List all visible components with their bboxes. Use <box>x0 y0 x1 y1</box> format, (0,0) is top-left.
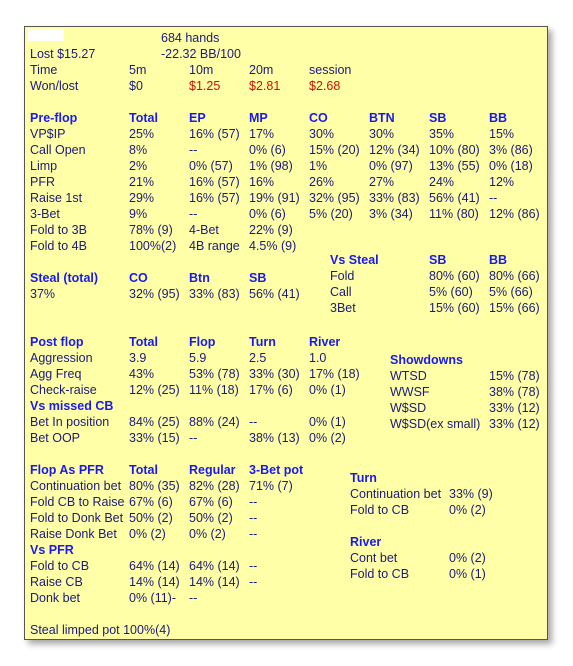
vs-steal-row-label: Call <box>330 285 352 299</box>
vs-steal-row-label: Fold <box>330 269 355 283</box>
turn-row-label: Fold to CB <box>350 503 410 517</box>
showdowns-title: Showdowns <box>390 353 463 367</box>
preflop-row-label: Fold to 4B <box>30 239 87 253</box>
postflop-col-turn: Turn <box>249 335 276 349</box>
preflop-cell: 4-Bet <box>189 223 219 237</box>
flop-pfr-col-3bet: 3-Bet pot <box>249 463 304 477</box>
flop-pfr-cell: 82% (28) <box>189 479 240 493</box>
flop-pfr-cell: 50% (2) <box>189 511 233 525</box>
preflop-col-bb: BB <box>489 111 508 125</box>
flop-pfr-row-label: Raise Donk Bet <box>30 527 117 541</box>
postflop-cell: 53% (78) <box>189 367 240 381</box>
preflop-cell: 1% <box>309 159 328 173</box>
preflop-cell: 22% (9) <box>249 223 293 237</box>
time-col-5m: 5m <box>129 63 147 77</box>
preflop-title: Pre-flop <box>30 111 78 125</box>
player-name-redacted <box>28 29 64 41</box>
preflop-cell: 0% (6) <box>249 143 286 157</box>
showdown-value: 33% (12) <box>489 417 540 431</box>
wonlost-5m: $0 <box>129 79 143 93</box>
showdown-row-label: WTSD <box>390 369 427 383</box>
preflop-cell: 16% (57) <box>189 175 240 189</box>
preflop-cell: 15% <box>489 127 515 141</box>
preflop-col-co: CO <box>309 111 328 125</box>
preflop-cell: 27% <box>369 175 395 189</box>
preflop-cell: -- <box>189 207 198 221</box>
vs-pfr-cell: 14% (14) <box>189 575 240 589</box>
preflop-cell: -- <box>189 143 198 157</box>
vs-missed-row-label: Bet In position <box>30 415 110 429</box>
preflop-cell: 8% <box>129 143 148 157</box>
time-col-10m: 10m <box>189 63 214 77</box>
preflop-cell: 4.5% (9) <box>249 239 297 253</box>
time-col-20m: 20m <box>249 63 274 77</box>
preflop-cell: 33% (83) <box>369 191 420 205</box>
preflop-row-label: Call Open <box>30 143 86 157</box>
postflop-cell: 11% (18) <box>189 383 239 397</box>
vs-missed-cell: -- <box>249 415 258 429</box>
preflop-cell: 30% <box>369 127 395 141</box>
vs-steal-sb-cell: 5% (60) <box>429 285 473 299</box>
wonlost-label: Won/lost <box>30 79 79 93</box>
flop-pfr-cell: 0% (2) <box>129 527 166 541</box>
preflop-cell: 35% <box>429 127 455 141</box>
preflop-cell: 10% (80) <box>429 143 480 157</box>
vs-pfr-row-label: Fold to CB <box>30 559 90 573</box>
postflop-cell: 3.9 <box>129 351 147 365</box>
river-row-label: Fold to CB <box>350 567 410 581</box>
river-title: River <box>350 535 382 549</box>
preflop-row-label: PFR <box>30 175 55 189</box>
preflop-cell: 2% <box>129 159 148 173</box>
preflop-cell: 78% (9) <box>129 223 173 237</box>
flop-pfr-row-label: Continuation bet <box>30 479 122 493</box>
postflop-cell: 0% (1) <box>309 383 346 397</box>
vs-missed-cell: 88% (24) <box>189 415 240 429</box>
hud-stats-panel <box>24 26 548 640</box>
preflop-cell: 0% (97) <box>369 159 413 173</box>
vs-missed-cell: 38% (13) <box>249 431 300 445</box>
preflop-cell: 0% (18) <box>489 159 533 173</box>
postflop-cell: 1.0 <box>309 351 327 365</box>
flop-pfr-col-regular: Regular <box>189 463 236 477</box>
preflop-cell: 3% (34) <box>369 207 413 221</box>
showdown-row-label: W$SD <box>390 401 427 415</box>
vs-steal-sb-cell: 80% (60) <box>429 269 480 283</box>
steal-sb-value: 56% (41) <box>249 287 300 301</box>
preflop-cell: 19% (91) <box>249 191 300 205</box>
preflop-cell: 21% <box>129 175 155 189</box>
preflop-cell: 32% (95) <box>309 191 360 205</box>
steal-col-btn: Btn <box>189 271 210 285</box>
vs-steal-col-bb: BB <box>489 253 508 267</box>
flop-pfr-cell: 67% (6) <box>129 495 173 509</box>
postflop-cell: 17% (6) <box>249 383 293 397</box>
wonlost-10m: $1.25 <box>189 79 221 93</box>
showdown-value: 33% (12) <box>489 401 540 415</box>
showdown-row-label: WWSF <box>390 385 430 399</box>
postflop-row-label: Check-raise <box>30 383 97 397</box>
postflop-title: Post flop <box>30 335 84 349</box>
preflop-cell: 3% (86) <box>489 143 533 157</box>
preflop-cell: 0% (57) <box>189 159 233 173</box>
vs-pfr-cell: -- <box>249 575 258 589</box>
preflop-cell: 30% <box>309 127 335 141</box>
postflop-row-label: Agg Freq <box>30 367 82 381</box>
steal-co-value: 32% (95) <box>129 287 180 301</box>
postflop-cell: 12% (25) <box>129 383 180 397</box>
preflop-col-btn: BTN <box>369 111 395 125</box>
bb-per-100: -22.32 BB/100 <box>161 47 241 61</box>
vs-pfr-cell: 14% (14) <box>129 575 180 589</box>
preflop-row-label: Limp <box>30 159 58 173</box>
preflop-cell: 0% (6) <box>249 207 286 221</box>
steal-btn-value: 33% (83) <box>189 287 240 301</box>
flop-pfr-cell: -- <box>249 495 258 509</box>
vs-missed-cell: 33% (15) <box>129 431 180 445</box>
preflop-col-ep: EP <box>189 111 206 125</box>
preflop-col-mp: MP <box>249 111 268 125</box>
vs-pfr-cell: 0% (11)- <box>129 591 177 605</box>
vs-pfr-cell: -- <box>249 559 258 573</box>
flop-pfr-cell: -- <box>249 511 258 525</box>
postflop-col-total: Total <box>129 335 158 349</box>
flop-pfr-cell: -- <box>249 527 258 541</box>
preflop-row-label: VP$IP <box>30 127 66 141</box>
postflop-col-flop: Flop <box>189 335 216 349</box>
preflop-cell: 5% (20) <box>309 207 353 221</box>
turn-title: Turn <box>350 471 377 485</box>
preflop-cell: 25% <box>129 127 155 141</box>
flop-pfr-cell: 0% (2) <box>189 527 226 541</box>
turn-value: 0% (2) <box>449 503 486 517</box>
steal-col-sb: SB <box>249 271 267 285</box>
preflop-col-total: Total <box>129 111 158 125</box>
preflop-cell: 12% (34) <box>369 143 420 157</box>
preflop-cell: 56% (41) <box>429 191 480 205</box>
turn-value: 33% (9) <box>449 487 493 501</box>
preflop-cell: 12% (86) <box>489 207 540 221</box>
postflop-col-river: River <box>309 335 341 349</box>
vs-steal-row-label: 3Bet <box>330 301 356 315</box>
showdown-value: 15% (78) <box>489 369 540 383</box>
vs-steal-bb-cell: 15% (66) <box>489 301 540 315</box>
vs-steal-title: Vs Steal <box>330 253 379 267</box>
river-row-label: Cont bet <box>350 551 398 565</box>
preflop-cell: 24% <box>429 175 455 189</box>
steal-title: Steal (total) <box>30 271 99 285</box>
postflop-cell: 5.9 <box>189 351 207 365</box>
preflop-cell: 29% <box>129 191 155 205</box>
flop-pfr-cell: 80% (35) <box>129 479 180 493</box>
hands-count: 684 hands <box>161 31 220 45</box>
flop-pfr-title: Flop As PFR <box>30 463 104 477</box>
showdown-row-label: W$SD(ex small) <box>390 417 481 431</box>
time-col-session: session <box>309 63 352 77</box>
vs-pfr-cell: 64% (14) <box>129 559 180 573</box>
vs-pfr-row-label: Donk bet <box>30 591 81 605</box>
preflop-cell: 15% (20) <box>309 143 360 157</box>
preflop-cell: 16% (57) <box>189 127 240 141</box>
flop-pfr-col-total: Total <box>129 463 158 477</box>
preflop-cell: 9% <box>129 207 148 221</box>
preflop-cell: 16% (57) <box>189 191 240 205</box>
time-label: Time <box>30 63 58 77</box>
flop-pfr-row-label: Fold CB to Raise <box>30 495 125 509</box>
preflop-col-sb: SB <box>429 111 447 125</box>
postflop-cell: 43% <box>129 367 155 381</box>
postflop-cell: 33% (30) <box>249 367 300 381</box>
flop-pfr-cell: 50% (2) <box>129 511 173 525</box>
vs-pfr-cell: -- <box>189 591 198 605</box>
preflop-cell: 13% (55) <box>429 159 480 173</box>
wonlost-20m: $2.81 <box>249 79 281 93</box>
turn-row-label: Continuation bet <box>350 487 442 501</box>
preflop-cell: 12% <box>489 175 515 189</box>
postflop-cell: 17% (18) <box>309 367 360 381</box>
steal-total-value: 37% <box>30 287 56 301</box>
preflop-row-label: Raise 1st <box>30 191 83 205</box>
preflop-cell: 11% (80) <box>429 207 479 221</box>
steal-col-co: CO <box>129 271 148 285</box>
river-value: 0% (1) <box>449 567 486 581</box>
preflop-cell: 16% <box>249 175 275 189</box>
vs-missed-cell: 0% (1) <box>309 415 346 429</box>
lost-amount: Lost $15.27 <box>30 47 96 61</box>
preflop-cell: 4B range <box>189 239 240 253</box>
preflop-cell: 17% <box>249 127 275 141</box>
flop-pfr-row-label: Fold to Donk Bet <box>30 511 124 525</box>
flop-pfr-cell: 71% (7) <box>249 479 293 493</box>
preflop-cell: 100%(2) <box>129 239 177 253</box>
vs-missed-cb-title: Vs missed CB <box>30 399 114 413</box>
vs-missed-cell: 0% (2) <box>309 431 346 445</box>
vs-pfr-row-label: Raise CB <box>30 575 83 589</box>
vs-steal-col-sb: SB <box>429 253 447 267</box>
preflop-cell: 1% (98) <box>249 159 293 173</box>
postflop-cell: 2.5 <box>249 351 267 365</box>
vs-steal-bb-cell: 80% (66) <box>489 269 540 283</box>
postflop-row-label: Aggression <box>30 351 93 365</box>
river-value: 0% (2) <box>449 551 486 565</box>
vs-pfr-title: Vs PFR <box>30 543 74 557</box>
vs-missed-cell: 84% (25) <box>129 415 180 429</box>
vs-pfr-cell: 64% (14) <box>189 559 240 573</box>
showdown-value: 38% (78) <box>489 385 540 399</box>
vs-steal-sb-cell: 15% (60) <box>429 301 480 315</box>
preflop-cell: 26% <box>309 175 335 189</box>
vs-missed-cell: -- <box>189 431 198 445</box>
steal-limped-pot: Steal limped pot 100%(4) <box>30 623 171 637</box>
vs-missed-row-label: Bet OOP <box>30 431 81 445</box>
preflop-row-label: 3-Bet <box>30 207 60 221</box>
vs-steal-bb-cell: 5% (66) <box>489 285 533 299</box>
preflop-row-label: Fold to 3B <box>30 223 87 237</box>
preflop-cell: -- <box>489 191 498 205</box>
flop-pfr-cell: 67% (6) <box>189 495 233 509</box>
wonlost-session: $2.68 <box>309 79 341 93</box>
